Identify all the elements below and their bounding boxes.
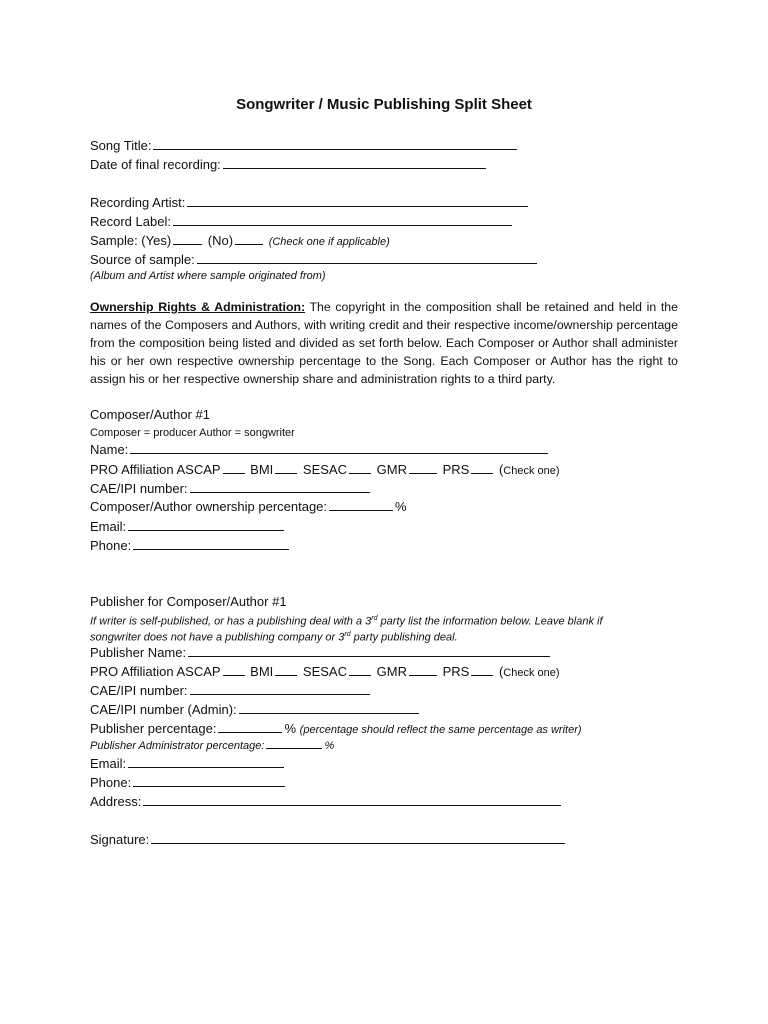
recording-artist-label: Recording Artist: [90,195,186,210]
signature-field[interactable] [151,831,565,844]
composer-name-row [90,441,550,458]
recording-artist-row [90,194,530,211]
composer-sesac-field[interactable] [349,461,371,474]
sample-row [90,232,390,250]
composer-cae-label: CAE/IPI number: [90,481,188,496]
publisher-name-field[interactable] [188,644,550,657]
publisher-admin-pct-label: Publisher Administrator percentage: [90,740,265,752]
publisher-email-field[interactable] [128,755,284,768]
sample-no-field[interactable] [235,232,263,245]
song-title-row [90,137,519,154]
composer-phone-field[interactable] [133,537,289,550]
publisher-admin-pct-sign: % [324,740,335,752]
composer-name-label: Name: [90,442,129,457]
signature-label: Signature: [90,832,150,847]
record-label-label: Record Label: [90,214,171,229]
ownership-heading: Ownership Rights & Administration: [90,300,306,314]
composer-cae-field[interactable] [190,480,370,493]
publisher-cae-field[interactable] [190,682,370,695]
record-label-row [90,213,514,230]
publisher-email-label: Email: [90,756,127,771]
sample-label: Sample: (Yes) [90,233,172,248]
publisher-note-1b: party list the information below. Leave blank if [377,615,603,628]
source-sample-row [90,251,539,268]
publisher-percentage-field[interactable] [218,720,282,733]
publisher-sesac-field[interactable] [349,663,371,676]
composer-email-label: Email: [90,519,127,534]
composer-pro-row [90,461,560,479]
sample-yes-field[interactable] [173,232,202,245]
publisher-note-1a: If writer is self-published, or has a publishing deal with a 3 [90,615,372,628]
publisher-heading: Publisher for Composer/Author #1 [90,594,287,609]
recording-artist-field[interactable] [187,194,528,207]
composer-prs-label: PRS [442,462,470,477]
song-title-label: Song Title: [90,138,152,153]
composer-gmr-field[interactable] [409,461,437,474]
publisher-prs-label: PRS [442,664,470,679]
publisher-cae-label: CAE/IPI number: [90,683,188,698]
publisher-phone-label: Phone: [90,775,132,790]
date-final-label: Date of final recording: [90,157,221,172]
publisher-note-2a: songwriter does not have a publishing company or 3 [90,631,345,644]
publisher-pro-row [90,663,560,681]
song-title-field[interactable] [153,137,517,150]
composer-pro-label: PRO Affiliation ASCAP [90,462,221,477]
composer-email-row [90,518,286,535]
composer-ascap-field[interactable] [223,461,245,474]
publisher-note-1-sup: rd [371,615,378,622]
publisher-percentage-label: Publisher percentage: [90,721,217,736]
composer-check-paren: ( [498,462,504,477]
composer-sesac-label: SESAC [302,462,347,477]
ownership-text: The copyright in the composition shall be retained and held in the names of the Composers and Authors, with writing credit and their respective income/ownership percentage from the composition being listed and divided as set forth below. Each Composer or Author shall administer his or her own respective ownership percentage to the Song. Each Composer or Author has the right to assign his or her respective ownership share and administration rights to a third party. [90,300,678,386]
publisher-phone-field[interactable] [133,774,285,787]
publisher-ascap-field[interactable] [223,663,245,676]
composer-cae-row [90,480,372,497]
ownership-paragraph [90,298,678,388]
composer-subheading: Composer = producer Author = songwriter [90,427,295,439]
publisher-name-row [90,644,552,661]
date-final-row [90,156,488,173]
publisher-note-2b: party publishing deal. [350,631,458,644]
publisher-address-row [90,793,563,810]
publisher-gmr-field[interactable] [409,663,437,676]
publisher-bmi-label: BMI [250,664,274,679]
publisher-note-2-sup: rd [344,631,351,638]
publisher-cae-admin-row [90,701,421,718]
record-label-field[interactable] [173,213,512,226]
publisher-name-label: Publisher Name: [90,645,187,660]
publisher-note-2 [90,627,458,646]
publisher-admin-pct-row [90,738,334,754]
publisher-address-field[interactable] [143,793,561,806]
publisher-gmr-label: GMR [376,664,407,679]
composer-check-note: Check one) [503,465,560,477]
composer-phone-row [90,537,291,554]
publisher-sesac-label: SESAC [302,664,347,679]
source-sample-note: (Album and Artist where sample originated from) [90,270,326,282]
composer-heading: Composer/Author #1 [90,407,210,422]
publisher-phone-row [90,774,287,791]
composer-name-field[interactable] [130,441,548,454]
publisher-prs-field[interactable] [471,663,493,676]
publisher-bmi-field[interactable] [275,663,297,676]
publisher-percentage-note: (percentage should reflect the same percentage as writer) [299,724,582,736]
composer-ownership-pct: % [395,499,407,514]
publisher-check-note: Check one) [503,667,560,679]
document-title: Songwriter / Music Publishing Split Sheet [236,96,532,113]
date-final-field[interactable] [223,156,486,169]
source-sample-label: Source of sample: [90,252,195,267]
publisher-pro-label: PRO Affiliation ASCAP [90,664,221,679]
sample-note: (Check one if applicable) [268,236,390,248]
publisher-percentage-sign: % [284,721,297,736]
composer-prs-field[interactable] [471,461,493,474]
signature-row [90,831,567,848]
composer-ownership-field[interactable] [329,498,393,511]
publisher-check-paren: ( [498,664,504,679]
publisher-address-label: Address: [90,794,142,809]
publisher-percentage-row [90,720,582,738]
composer-email-field[interactable] [128,518,284,531]
composer-ownership-row [90,498,407,515]
composer-ownership-label: Composer/Author ownership percentage: [90,499,328,514]
source-sample-field[interactable] [197,251,537,264]
composer-bmi-field[interactable] [275,461,297,474]
publisher-email-row [90,755,286,772]
composer-bmi-label: BMI [250,462,274,477]
composer-gmr-label: GMR [376,462,407,477]
publisher-cae-admin-field[interactable] [239,701,419,714]
sample-no-label: (No) [207,233,234,248]
publisher-cae-row [90,682,372,699]
publisher-admin-pct-field[interactable] [266,738,322,749]
publisher-cae-admin-label: CAE/IPI number (Admin): [90,702,237,717]
composer-phone-label: Phone: [90,538,132,553]
